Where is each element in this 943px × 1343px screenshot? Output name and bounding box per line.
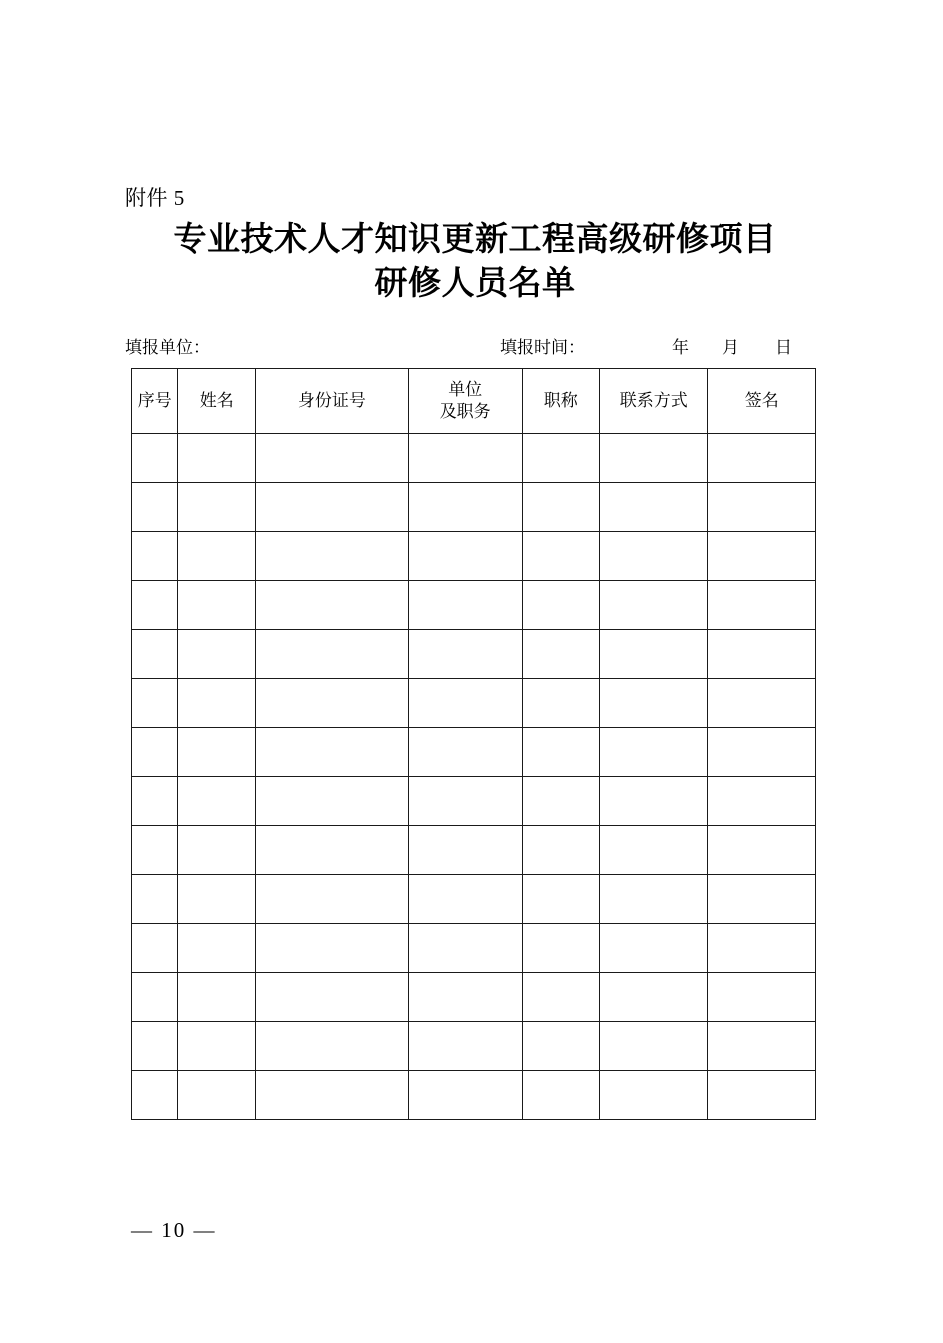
- reporting-unit-label: 填报单位：: [125, 338, 210, 357]
- column-header-professional-title: 职称: [522, 369, 599, 434]
- year-label: 年: [672, 338, 689, 357]
- cell-name[interactable]: [178, 630, 255, 679]
- cell-seq[interactable]: [132, 581, 178, 630]
- column-header-unit-line-1: 单位: [448, 380, 483, 399]
- cell-professional-title[interactable]: [522, 434, 599, 483]
- cell-unit-position[interactable]: [408, 1071, 522, 1120]
- cell-unit-position[interactable]: [408, 777, 522, 826]
- cell-unit-position[interactable]: [408, 924, 522, 973]
- cell-name[interactable]: [178, 973, 255, 1022]
- cell-professional-title[interactable]: [522, 581, 599, 630]
- cell-seq[interactable]: [132, 875, 178, 924]
- cell-id-number[interactable]: [255, 777, 408, 826]
- column-header-name: 姓名: [178, 369, 255, 434]
- cell-signature[interactable]: [708, 826, 816, 875]
- cell-signature[interactable]: [708, 777, 816, 826]
- column-header-contact: 联系方式: [600, 369, 708, 434]
- cell-signature[interactable]: [708, 875, 816, 924]
- cell-professional-title[interactable]: [522, 777, 599, 826]
- cell-contact[interactable]: [600, 728, 708, 777]
- page-title-line-1: 专业技术人才知识更新工程高级研修项目: [173, 222, 777, 258]
- cell-signature[interactable]: [708, 483, 816, 532]
- cell-unit-position[interactable]: [408, 826, 522, 875]
- cell-seq[interactable]: [132, 924, 178, 973]
- cell-id-number[interactable]: [255, 826, 408, 875]
- cell-professional-title[interactable]: [522, 728, 599, 777]
- cell-signature[interactable]: [708, 679, 816, 728]
- column-header-seq: 序号: [132, 369, 178, 434]
- cell-contact[interactable]: [600, 581, 708, 630]
- cell-name[interactable]: [178, 679, 255, 728]
- table-row[interactable]: [132, 826, 816, 875]
- cell-professional-title[interactable]: [522, 630, 599, 679]
- cell-professional-title[interactable]: [522, 483, 599, 532]
- form-meta-row: [125, 333, 825, 357]
- reporting-time-label: 填报时间：: [500, 338, 585, 357]
- cell-id-number[interactable]: [255, 973, 408, 1022]
- table-row[interactable]: [132, 434, 816, 483]
- cell-name[interactable]: [178, 728, 255, 777]
- cell-contact[interactable]: [600, 875, 708, 924]
- roster-table: [131, 368, 816, 1120]
- cell-unit-position[interactable]: [408, 532, 522, 581]
- cell-unit-position[interactable]: [408, 581, 522, 630]
- cell-id-number[interactable]: [255, 532, 408, 581]
- table-row[interactable]: [132, 1071, 816, 1120]
- cell-seq[interactable]: [132, 630, 178, 679]
- table-row[interactable]: [132, 728, 816, 777]
- cell-seq[interactable]: [132, 483, 178, 532]
- cell-unit-position[interactable]: [408, 679, 522, 728]
- cell-seq[interactable]: [132, 679, 178, 728]
- cell-unit-position[interactable]: [408, 1022, 522, 1071]
- cell-contact[interactable]: [600, 777, 708, 826]
- cell-seq[interactable]: [132, 777, 178, 826]
- column-header-id-number: 身份证号: [255, 369, 408, 434]
- table-row[interactable]: [132, 1022, 816, 1071]
- cell-contact[interactable]: [600, 483, 708, 532]
- cell-professional-title[interactable]: [522, 826, 599, 875]
- page-title: [125, 218, 825, 306]
- cell-id-number[interactable]: [255, 1071, 408, 1120]
- month-label: 月: [722, 338, 739, 357]
- cell-name[interactable]: [178, 924, 255, 973]
- page-title-line-2: 研修人员名单: [374, 266, 576, 302]
- cell-signature[interactable]: [708, 973, 816, 1022]
- column-header-unit-line-2: 及职务: [439, 402, 491, 421]
- cell-id-number[interactable]: [255, 875, 408, 924]
- cell-seq[interactable]: [132, 1022, 178, 1071]
- cell-contact[interactable]: [600, 532, 708, 581]
- cell-name[interactable]: [178, 875, 255, 924]
- table-row[interactable]: [132, 777, 816, 826]
- cell-unit-position[interactable]: [408, 728, 522, 777]
- cell-contact[interactable]: [600, 1022, 708, 1071]
- cell-signature[interactable]: [708, 1071, 816, 1120]
- roster-table-body: [132, 434, 816, 1120]
- cell-professional-title[interactable]: [522, 1071, 599, 1120]
- cell-id-number[interactable]: [255, 924, 408, 973]
- table-row[interactable]: [132, 924, 816, 973]
- cell-contact[interactable]: [600, 973, 708, 1022]
- table-row[interactable]: [132, 973, 816, 1022]
- cell-seq[interactable]: [132, 728, 178, 777]
- cell-name[interactable]: [178, 483, 255, 532]
- cell-professional-title[interactable]: [522, 875, 599, 924]
- table-row[interactable]: [132, 679, 816, 728]
- table-header-row: [132, 369, 816, 434]
- cell-professional-title[interactable]: [522, 973, 599, 1022]
- cell-seq[interactable]: [132, 826, 178, 875]
- day-label: 日: [775, 338, 792, 357]
- table-row[interactable]: [132, 532, 816, 581]
- cell-contact[interactable]: [600, 679, 708, 728]
- cell-contact[interactable]: [600, 434, 708, 483]
- cell-id-number[interactable]: [255, 630, 408, 679]
- cell-name[interactable]: [178, 1071, 255, 1120]
- cell-id-number[interactable]: [255, 1022, 408, 1071]
- cell-name[interactable]: [178, 1022, 255, 1071]
- table-row[interactable]: [132, 581, 816, 630]
- cell-signature[interactable]: [708, 924, 816, 973]
- cell-name[interactable]: [178, 434, 255, 483]
- cell-signature[interactable]: [708, 1022, 816, 1071]
- column-header-unit-position: [408, 369, 522, 434]
- cell-id-number[interactable]: [255, 483, 408, 532]
- cell-name[interactable]: [178, 532, 255, 581]
- cell-id-number[interactable]: [255, 581, 408, 630]
- table-row[interactable]: [132, 630, 816, 679]
- cell-signature[interactable]: [708, 630, 816, 679]
- cell-id-number[interactable]: [255, 728, 408, 777]
- cell-id-number[interactable]: [255, 679, 408, 728]
- cell-professional-title[interactable]: [522, 679, 599, 728]
- cell-unit-position[interactable]: [408, 434, 522, 483]
- cell-contact[interactable]: [600, 924, 708, 973]
- table-row[interactable]: [132, 483, 816, 532]
- cell-signature[interactable]: [708, 532, 816, 581]
- cell-professional-title[interactable]: [522, 1022, 599, 1071]
- cell-professional-title[interactable]: [522, 924, 599, 973]
- cell-professional-title[interactable]: [522, 532, 599, 581]
- cell-name[interactable]: [178, 777, 255, 826]
- cell-name[interactable]: [178, 581, 255, 630]
- cell-id-number[interactable]: [255, 434, 408, 483]
- table-row[interactable]: [132, 875, 816, 924]
- cell-signature[interactable]: [708, 728, 816, 777]
- cell-contact[interactable]: [600, 826, 708, 875]
- cell-unit-position[interactable]: [408, 630, 522, 679]
- cell-contact[interactable]: [600, 630, 708, 679]
- cell-seq[interactable]: [132, 973, 178, 1022]
- cell-signature[interactable]: [708, 434, 816, 483]
- cell-contact[interactable]: [600, 1071, 708, 1120]
- attachment-label: 附件 5: [125, 186, 185, 210]
- cell-unit-position[interactable]: [408, 973, 522, 1022]
- cell-unit-position[interactable]: [408, 875, 522, 924]
- cell-seq[interactable]: [132, 1071, 178, 1120]
- page-number: — 10 —: [131, 1218, 217, 1242]
- cell-seq[interactable]: [132, 532, 178, 581]
- cell-name[interactable]: [178, 826, 255, 875]
- cell-unit-position[interactable]: [408, 483, 522, 532]
- column-header-signature: 签名: [708, 369, 816, 434]
- cell-seq[interactable]: [132, 434, 178, 483]
- cell-signature[interactable]: [708, 581, 816, 630]
